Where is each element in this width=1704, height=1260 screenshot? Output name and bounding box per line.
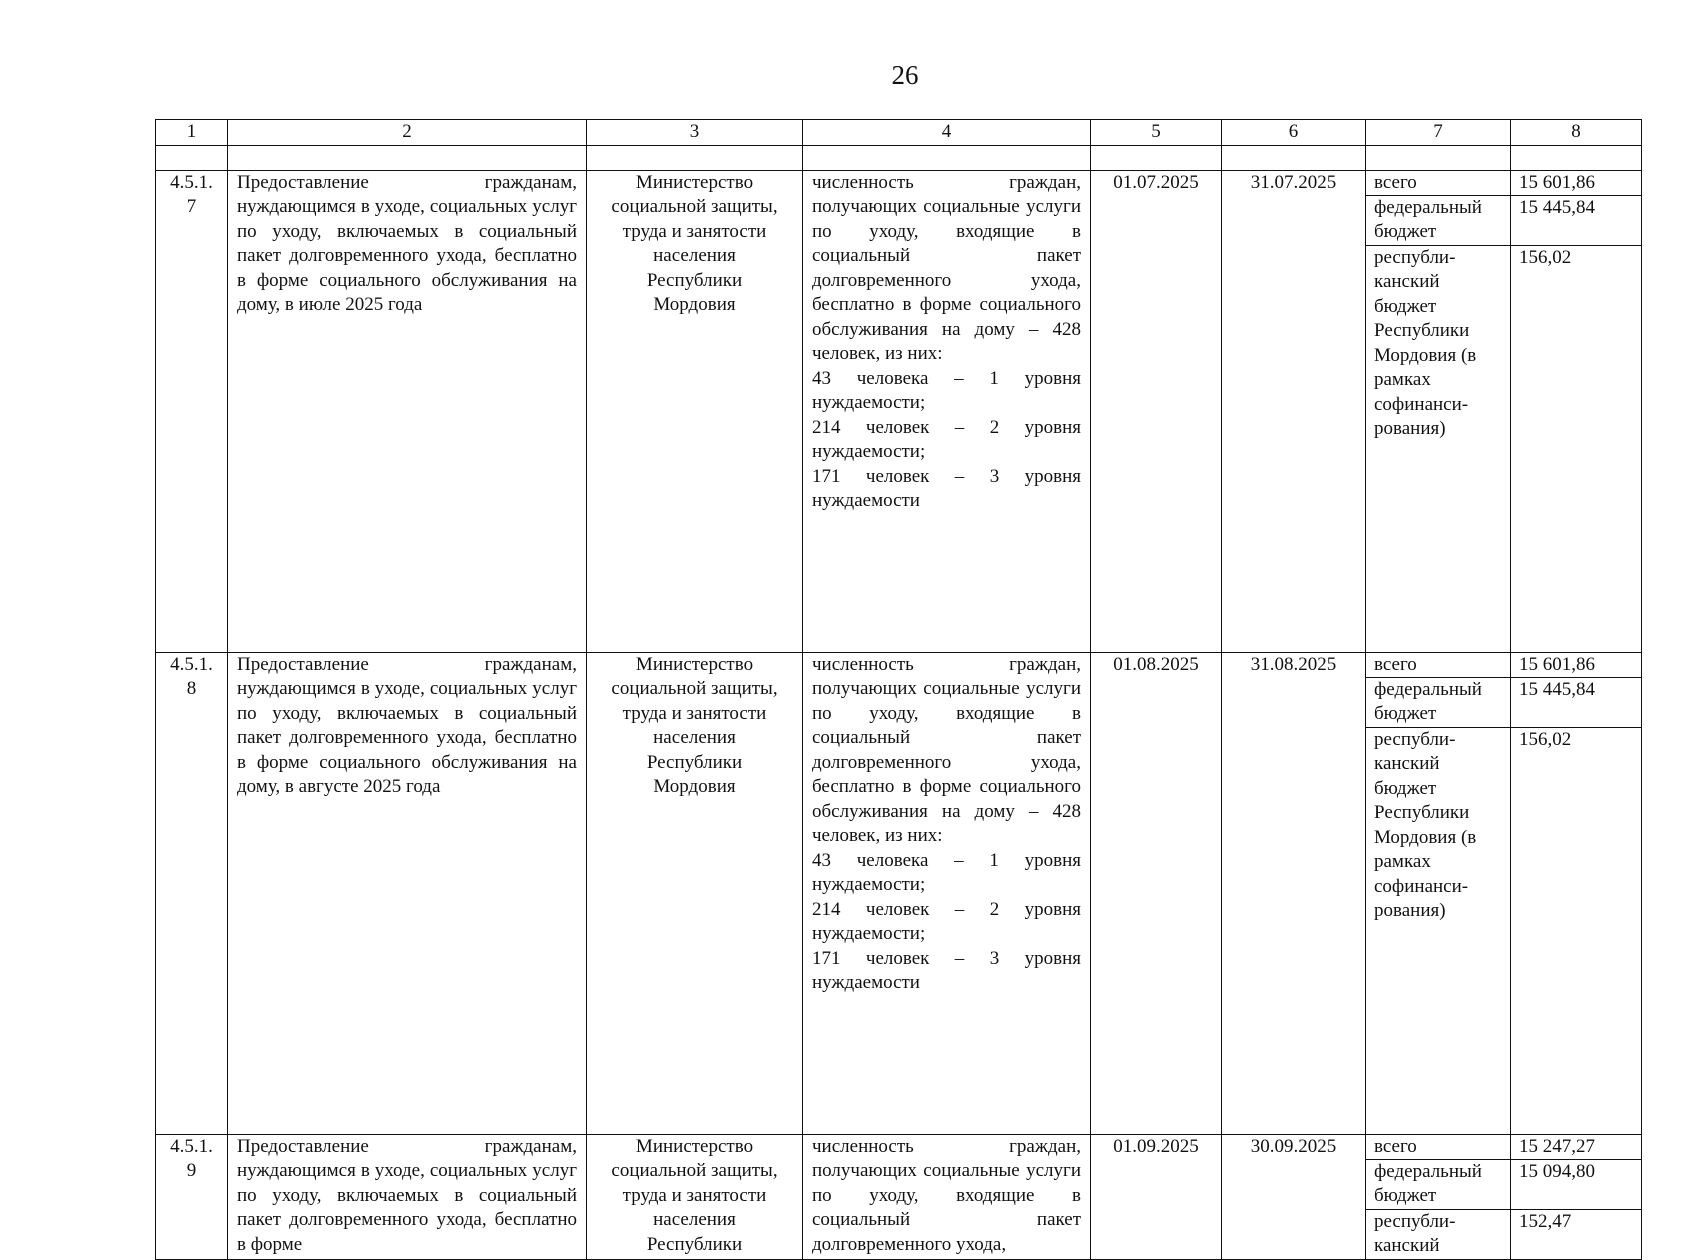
executor: [587, 1134, 803, 1259]
executor-line: Республики: [646, 751, 743, 773]
funding-source: [1366, 652, 1511, 1134]
page-number: 26: [891, 60, 919, 90]
funding-source-label: республи-канский: [1374, 1210, 1456, 1256]
measure-name-text: Предоставление гражданам, нуждающимся в уходе, социальных услуг по уходу, включаемых в социальный пакет долговременного ухода, бесплатно в форме социального обслуживания на дому, в августе 2025 года: [237, 653, 577, 797]
indicator-item: 43 человека – 1 уровня нуждаемости;: [812, 367, 1081, 413]
column-number-header: [156, 120, 1642, 146]
table-row: [156, 1134, 1642, 1259]
funding-source-label: федеральный бюджет: [1366, 1160, 1510, 1210]
measures-table: [155, 119, 1642, 1260]
executor-line: социальной защиты,: [611, 678, 778, 699]
executor-line: социальной защиты,: [611, 1160, 778, 1181]
funding-amount-value: 15 445,84: [1511, 678, 1641, 728]
indicator-item: 214 человек – 2 уровня нуждаемости;: [812, 416, 1081, 462]
indicator: [803, 1134, 1091, 1259]
column-number: 2: [228, 120, 587, 146]
executor-line: социальной защиты,: [611, 196, 778, 217]
column-number: 8: [1511, 120, 1642, 146]
funding-amount-value: 156,02: [1519, 246, 1572, 268]
executor-line: Министерство: [635, 653, 754, 675]
indicator-text: численность граждан, получающих социальные услуги по уходу, входящие в социальный пакет долговременного ухода, бесплатно в форме социального обслуживания на дому – 428 человек, из них:: [812, 171, 1081, 364]
table-row: [156, 652, 1642, 1134]
column-number: 1: [156, 120, 228, 146]
measure-name-text: Предоставление гражданам, нуждающимся в уходе, социальных услуг по уходу, включаемых в социальный пакет долговременного ухода, бесплатно в форме социального обслуживания на дому, в июле 2025 года: [237, 171, 577, 315]
indicator-item: 171 человек – 3 уровня нуждаемости: [812, 465, 1081, 511]
indicator-text: численность граждан, получающих социальные услуги по уходу, входящие в социальный пакет долговременного ухода, бесплатно в форме социального обслуживания на дому – 428 человек, из них:: [812, 653, 1081, 846]
funding-amount: [1511, 1134, 1642, 1259]
column-number: 3: [587, 120, 803, 146]
funding-amount-value: 15 247,27: [1511, 1135, 1641, 1160]
item-code-line: 9: [186, 1160, 197, 1181]
funding-amount-value: 156,02: [1519, 728, 1572, 750]
funding-amount: [1511, 170, 1642, 652]
funding-source-label: республи-канский бюджет Республики Мордовия (в рамках софинанси-рования): [1374, 728, 1477, 921]
item-code-line: 4.5.1.: [170, 1135, 213, 1157]
column-number: 6: [1222, 120, 1366, 146]
executor-line: населения: [653, 245, 736, 266]
start-date: 01.08.2025: [1091, 652, 1222, 1134]
funding-source-label: федеральный бюджет: [1366, 678, 1510, 728]
start-date: 01.09.2025: [1091, 1134, 1222, 1259]
funding-amount-value: 15 601,86: [1511, 653, 1641, 678]
indicator-text: численность граждан, получающих социальные услуги по уходу, входящие в социальный пакет долговременного ухода,: [812, 1135, 1081, 1255]
executor-line: Мордовия: [653, 294, 736, 315]
executor-line: труда и занятости: [622, 702, 767, 724]
executor-line: Мордовия: [653, 776, 736, 797]
executor-line: Министерство: [635, 1135, 754, 1157]
item-code-line: 4.5.1.: [170, 653, 213, 675]
executor-line: населения: [653, 727, 736, 748]
column-number: 7: [1366, 120, 1511, 146]
item-code-line: 8: [186, 678, 197, 699]
funding-source: [1366, 1134, 1511, 1259]
funding-amount-value: 15 445,84: [1511, 196, 1641, 246]
executor-line: труда и занятости: [622, 1184, 767, 1206]
funding-source-label: всего: [1366, 1135, 1510, 1160]
executor-line: Республики: [646, 269, 743, 291]
table-row: [156, 170, 1642, 652]
start-date: 01.07.2025: [1091, 170, 1222, 652]
executor-line: Республики: [646, 1233, 743, 1255]
funding-source-label: всего: [1366, 171, 1510, 196]
item-code-line: 7: [186, 196, 197, 217]
funding-amount-value: 15 094,80: [1511, 1160, 1641, 1210]
spacer-row: [156, 145, 1642, 170]
funding-source-label: всего: [1366, 653, 1510, 678]
item-code: [156, 170, 228, 652]
funding-source-label: федеральный бюджет: [1366, 196, 1510, 246]
item-code-line: 4.5.1.: [170, 171, 213, 193]
item-code: [156, 1134, 228, 1259]
end-date: 31.07.2025: [1222, 170, 1366, 652]
measure-name: [228, 170, 587, 652]
funding-amount-value: 152,47: [1519, 1210, 1572, 1232]
item-code: [156, 652, 228, 1134]
funding-source: [1366, 170, 1511, 652]
end-date: 30.09.2025: [1222, 1134, 1366, 1259]
executor: [587, 652, 803, 1134]
measure-name: [228, 652, 587, 1134]
indicator: [803, 170, 1091, 652]
column-number: 4: [803, 120, 1091, 146]
executor: [587, 170, 803, 652]
indicator-item: 171 человек – 3 уровня нуждаемости: [812, 947, 1081, 993]
end-date: 31.08.2025: [1222, 652, 1366, 1134]
executor-line: Министерство: [635, 171, 754, 193]
indicator-item: 43 человека – 1 уровня нуждаемости;: [812, 849, 1081, 895]
executor-line: труда и занятости: [622, 220, 767, 242]
measure-name: [228, 1134, 587, 1259]
indicator: [803, 652, 1091, 1134]
column-number: 5: [1091, 120, 1222, 146]
funding-amount: [1511, 652, 1642, 1134]
indicator-item: 214 человек – 2 уровня нуждаемости;: [812, 898, 1081, 944]
funding-source-label: республи-канский бюджет Республики Мордовия (в рамках софинанси-рования): [1374, 246, 1477, 439]
executor-line: населения: [653, 1209, 736, 1230]
funding-amount-value: 15 601,86: [1511, 171, 1641, 196]
measure-name-text: Предоставление гражданам, нуждающимся в уходе, социальных услуг по уходу, включаемых в социальный пакет долговременного ухода, бесплатно в форме: [237, 1135, 577, 1255]
